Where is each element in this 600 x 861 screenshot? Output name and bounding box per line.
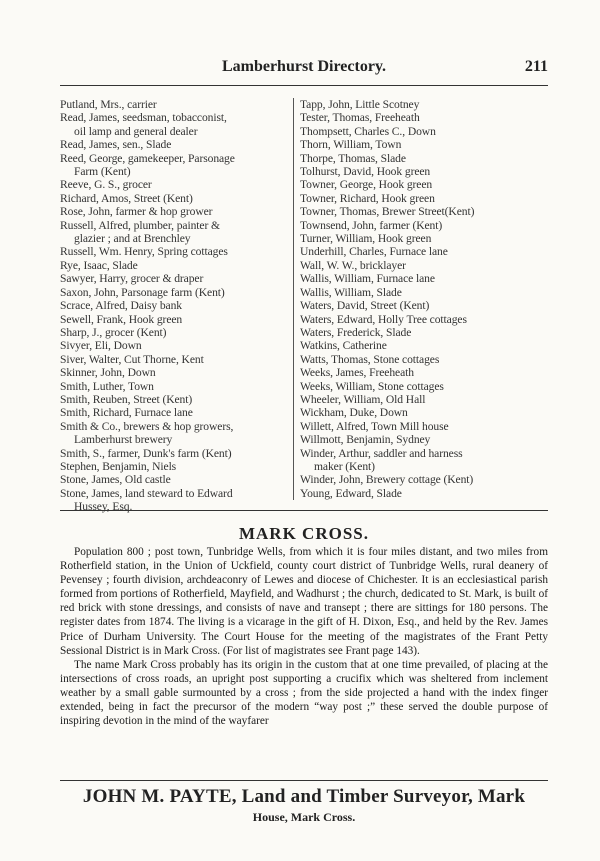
directory-entry	[60, 393, 292, 406]
directory-entry	[300, 125, 548, 138]
directory-entry	[300, 165, 548, 178]
entry-text: Stone, James, land steward to Edward	[60, 486, 233, 500]
entry-text: Turner, William, Hook green	[300, 232, 432, 246]
entry-text: Weeks, James, Freeheath	[300, 366, 414, 380]
entry-continuation: glazier ; and at Brenchley	[74, 232, 191, 246]
directory-entry	[300, 406, 548, 419]
directory-entry	[300, 192, 548, 205]
directory-column-left	[60, 98, 292, 514]
advert-rule	[60, 780, 548, 781]
directory-entry	[60, 380, 292, 393]
column-divider	[293, 98, 294, 500]
entry-text: Wickham, Duke, Down	[300, 406, 408, 420]
directory-entry	[60, 339, 292, 352]
entry-text: Waters, Frederick, Slade	[300, 325, 412, 339]
directory-entry	[300, 286, 548, 299]
directory-entry	[300, 245, 548, 258]
directory-entry	[300, 98, 548, 111]
entry-text: Smith, Reuben, Street (Kent)	[60, 392, 193, 406]
entry-continuation: Lamberhurst brewery	[74, 433, 173, 447]
entry-text: Watkins, Catherine	[300, 339, 387, 353]
entry-text: Thorpe, Thomas, Slade	[300, 151, 406, 165]
directory-entry	[300, 393, 548, 406]
entry-text: Reed, George, gamekeeper, Parsonage	[60, 151, 235, 165]
entry-text: Sawyer, Harry, grocer & draper	[60, 272, 204, 286]
directory-entry	[60, 178, 292, 191]
entry-text: Stone, James, Old castle	[60, 473, 171, 487]
entry-text: Scrace, Alfred, Daisy bank	[60, 299, 182, 313]
directory-entry	[60, 152, 292, 179]
directory-entry	[300, 313, 548, 326]
directory-entry	[300, 259, 548, 272]
entry-text: Towner, Thomas, Brewer Street(Kent)	[300, 205, 475, 219]
entry-text: Smith & Co., brewers & hop growers,	[60, 419, 234, 433]
directory-entry	[60, 406, 292, 419]
section-rule	[60, 510, 548, 511]
directory-entry	[300, 111, 548, 124]
entry-text: Smith, Luther, Town	[60, 379, 154, 393]
directory-entry	[300, 473, 548, 486]
directory-entry	[300, 272, 548, 285]
entry-text: Winder, John, Brewery cottage (Kent)	[300, 473, 474, 487]
entry-text: Reeve, G. S., grocer	[60, 178, 152, 192]
directory-entry	[300, 353, 548, 366]
directory-entry	[60, 245, 292, 258]
entry-continuation: maker (Kent)	[314, 459, 375, 473]
entry-text: Towner, Richard, Hook green	[300, 191, 435, 205]
entry-continuation: Hussey, Esq.	[74, 500, 133, 514]
entry-text: Sivyer, Eli, Down	[60, 339, 142, 353]
entry-text: Skinner, John, Down	[60, 366, 156, 380]
directory-entry	[60, 473, 292, 486]
entry-text: Weeks, William, Stone cottages	[300, 379, 444, 393]
section-paragraph: The name Mark Cross probably has its origin in the custom that at one time prevailed, of placing at the intersections of cross roads, an upright post supporting a crucifix which was sheltered from inclement weather by a small gable surmounted by a cross ; from the side projected a hand with the index finger extended, being in fact the precursor of the modern “way post ;” these served the double purpose of inspiring devotion in the mind of the wayfarer	[60, 658, 548, 728]
entry-text: Sharp, J., grocer (Kent)	[60, 325, 167, 339]
entry-text: Stephen, Benjamin, Niels	[60, 459, 177, 473]
section-title: MARK CROSS.	[238, 524, 369, 543]
entry-text: Wall, W. W., bricklayer	[300, 258, 406, 272]
directory-entry	[300, 380, 548, 393]
entry-text: Putland, Mrs., carrier	[60, 98, 157, 111]
entry-text: Watts, Thomas, Stone cottages	[300, 352, 440, 366]
entry-continuation: oil lamp and general dealer	[74, 124, 198, 138]
directory-entry	[60, 353, 292, 366]
directory-entry	[60, 286, 292, 299]
entry-text: Rose, John, farmer & hop grower	[60, 205, 213, 219]
directory-entry	[300, 447, 548, 474]
entry-text: Siver, Walter, Cut Thorne, Kent	[60, 352, 204, 366]
entry-text: Wallis, William, Slade	[300, 285, 402, 299]
directory-entry	[60, 272, 292, 285]
entry-text: Read, James, seedsman, tobacconist,	[60, 111, 227, 125]
entry-text: Willett, Alfred, Town Mill house	[300, 419, 449, 433]
running-title: Lamberhurst Directory.	[221, 58, 387, 75]
entry-text: Townsend, John, farmer (Kent)	[300, 218, 443, 232]
entry-text: Towner, George, Hook green	[300, 178, 433, 192]
entry-text: Underhill, Charles, Furnace lane	[300, 245, 448, 259]
directory-entry	[60, 460, 292, 473]
entry-text: Rye, Isaac, Slade	[60, 258, 138, 272]
entry-text: Sewell, Frank, Hook green	[60, 312, 183, 326]
entry-text: Young, Edward, Slade	[300, 486, 402, 500]
entry-text: Tolhurst, David, Hook green	[300, 165, 431, 179]
directory-entry	[60, 205, 292, 218]
directory-entry	[300, 178, 548, 191]
directory-entry	[300, 433, 548, 446]
entry-text: Tapp, John, Little Scotney	[300, 98, 420, 111]
directory-entry	[300, 152, 548, 165]
directory-entry	[300, 487, 548, 500]
entry-text: Winder, Arthur, saddler and harness	[300, 446, 463, 460]
entry-text: Waters, Edward, Holly Tree cottages	[300, 312, 467, 326]
entry-text: Tester, Thomas, Freeheath	[300, 111, 420, 125]
page-header	[60, 58, 548, 80]
advert-subline: House, Mark Cross.	[252, 810, 356, 824]
entry-text: Saxon, John, Parsonage farm (Kent)	[60, 285, 225, 299]
entry-text: Wallis, William, Furnace lane	[300, 272, 435, 286]
directory-entry	[60, 447, 292, 460]
section-paragraph: Population 800 ; post town, Tunbridge Wells, from which it is four miles distant, and two miles from Rotherfield station, in the Union of Uckfield, county court district of Tunbridge Wells, rural deanery of Pevensey ; fourth division, archdeaconry of Lewes and diocese of Chichester. It is an ecclesiastical parish formed from portions of Rotherfield, Mayfield, and Wadhurst ; the church, dedicated to St. Mark, is built of red brick with stone dressings, and consists of nave and transept ; there are sittings for 180 persons. The register dates from 1874. The living is a vicarage in the gift of H. Dixon, Esq., and held by the Rev. James Price of Durham University. The Court House for the meeting of the magistrates of the Frant Petty Sessional District is in Mark Cross. (For list of magistrates see Frant page 143).	[60, 546, 548, 657]
directory-entry	[300, 420, 548, 433]
directory-entry	[60, 219, 292, 246]
entry-text: Smith, Richard, Furnace lane	[60, 406, 193, 420]
directory-entry	[60, 111, 292, 138]
directory-entry	[300, 339, 548, 352]
entry-text: Wheeler, William, Old Hall	[300, 392, 426, 406]
directory-entry	[300, 326, 548, 339]
entry-text: Willmott, Benjamin, Sydney	[300, 433, 431, 447]
directory-entry	[60, 366, 292, 379]
directory-entry	[300, 366, 548, 379]
directory-entry	[60, 326, 292, 339]
directory-entry	[60, 313, 292, 326]
directory-entry	[60, 138, 292, 151]
entry-text: Waters, David, Street (Kent)	[300, 299, 430, 313]
entry-text: Thompsett, Charles C., Down	[300, 124, 436, 138]
directory-entry	[300, 299, 548, 312]
entry-continuation: Farm (Kent)	[74, 165, 131, 179]
directory-entry	[300, 138, 548, 151]
entry-text: Russell, Alfred, plumber, painter &	[60, 218, 220, 232]
advert-line: JOHN M. PAYTE, Land and Timber Surveyor, Mark	[82, 786, 526, 807]
directory-column-right	[300, 98, 548, 500]
directory-entry	[300, 219, 548, 232]
directory-entry	[60, 98, 292, 111]
directory-entry	[60, 192, 292, 205]
directory-entry	[60, 299, 292, 312]
section-body	[60, 545, 548, 728]
entry-text: Thorn, William, Town	[300, 138, 402, 152]
entry-text: Smith, S., farmer, Dunk's farm (Kent)	[60, 446, 232, 460]
entry-text: Richard, Amos, Street (Kent)	[60, 191, 193, 205]
entry-text: Russell, Wm. Henry, Spring cottages	[60, 245, 228, 259]
page-number: 211	[524, 58, 548, 75]
directory-entry	[300, 205, 548, 218]
directory-entry	[60, 420, 292, 447]
directory-entry	[300, 232, 548, 245]
header-rule	[60, 85, 548, 86]
directory-entry	[60, 259, 292, 272]
entry-text: Read, James, sen., Slade	[60, 138, 172, 152]
